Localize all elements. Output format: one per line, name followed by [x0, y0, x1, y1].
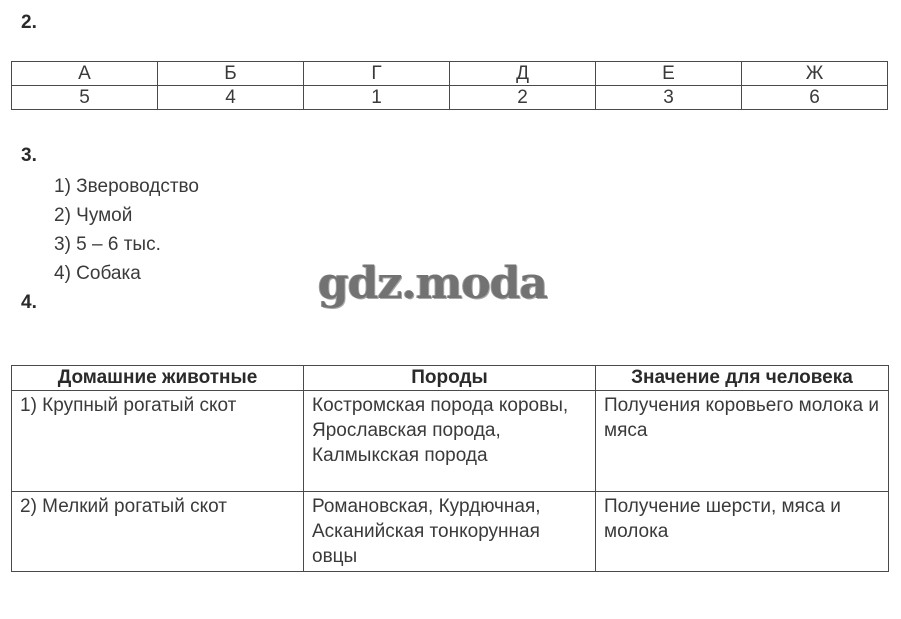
task-3-answer-list: [54, 172, 199, 288]
column-header-animals: Домашние животные: [12, 366, 304, 391]
list-item: 3) 5 – 6 тыс.: [54, 234, 161, 255]
list-item: 4) Собака: [54, 263, 141, 284]
header-cell: Д: [450, 62, 596, 86]
animal-cell: 1) Крупный рогатый скот: [12, 391, 304, 492]
table-header-row: [12, 366, 889, 391]
watermark-logo: gdz.moda: [318, 258, 548, 309]
task-4-answer-table: [11, 365, 889, 572]
value-cell: 1: [304, 86, 450, 110]
animal-cell: 2) Мелкий рогатый скот: [12, 492, 304, 572]
header-cell: А: [12, 62, 158, 86]
table-row: [12, 492, 889, 572]
header-cell: Е: [596, 62, 742, 86]
value-cell: 4: [158, 86, 304, 110]
breeds-cell: Романовская, Курдючная, Асканийская тонкорунная овцы: [304, 492, 596, 572]
task-2-number: 2.: [21, 12, 37, 33]
task-4-number: 4.: [21, 292, 37, 313]
table-row: [12, 62, 888, 86]
table-row: [12, 391, 889, 492]
list-item: 2) Чумой: [54, 205, 133, 226]
header-cell: Б: [158, 62, 304, 86]
column-header-value: Значение для человека: [596, 366, 889, 391]
table-row: [12, 86, 888, 110]
header-cell: Ж: [742, 62, 888, 86]
value-cell: 6: [742, 86, 888, 110]
task-2-answer-table: [11, 61, 888, 110]
list-item: 1) Звероводство: [54, 176, 199, 197]
value-cell: Получения коровьего молока и мяса: [596, 391, 889, 492]
breeds-cell: Костромская порода коровы, Ярославская порода, Калмыкская порода: [304, 391, 596, 492]
value-cell: 3: [596, 86, 742, 110]
value-cell: 2: [450, 86, 596, 110]
task-3-number: 3.: [21, 145, 37, 166]
column-header-breeds: Породы: [304, 366, 596, 391]
value-cell: Получение шерсти, мяса и молока: [596, 492, 889, 572]
header-cell: Г: [304, 62, 450, 86]
value-cell: 5: [12, 86, 158, 110]
